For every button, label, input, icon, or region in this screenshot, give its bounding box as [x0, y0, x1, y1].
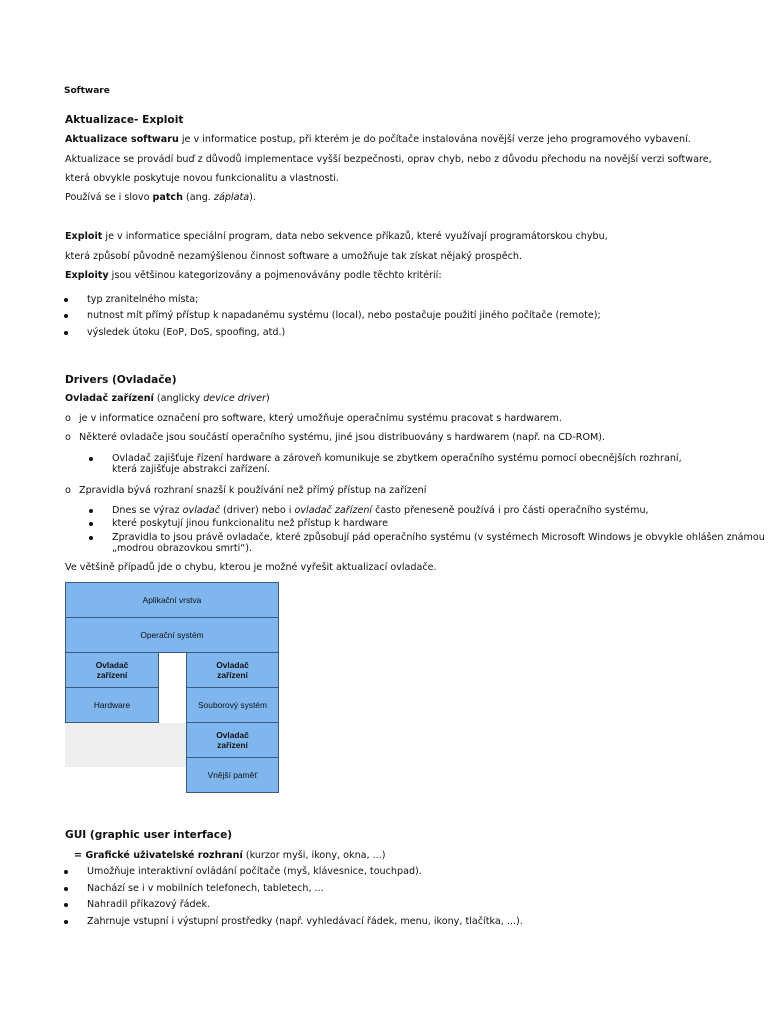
- paragraph-aktualizace-reasons: Aktualizace se provádí buď z důvodů implementace vyšší bezpečnosti, oprav chyb, nebo z důvodu přechodu na novější verzi software,: [65, 154, 712, 165]
- term-graficke-rozhrani: = Grafické uživatelské rozhraní: [74, 850, 243, 861]
- text: je v informatice speciální program, data nebo sekvence příkazů, které využívají programátorskou chybu,: [102, 231, 608, 242]
- bullet-icon: [64, 903, 68, 907]
- text: je v informatice postup, při kterém je do počítače instalována novější verze jeho programového vybavení.: [178, 134, 691, 145]
- list-item: které poskytují jinou funkcionalitu než přístup k hardware: [112, 518, 389, 529]
- section-heading-aktualizace: Aktualizace- Exploit: [65, 114, 184, 126]
- list-item: je v informatice označení pro software, který umožňuje operačnímu systému pracovat s hardwarem.: [79, 413, 562, 424]
- circle-bullet-icon: o: [65, 413, 71, 424]
- paragraph-aktualizace-definition: [65, 134, 691, 146]
- list-item: [112, 505, 649, 517]
- box-operating-system: Operační systém: [65, 617, 279, 653]
- list-item: Zpravidla to jsou právě ovladače, které způsobují pád operačního systému (v systémech Microsoft Windows je obvykle ohlášen známou: [112, 532, 765, 543]
- paragraph-aktualizace-functionality: která obvykle poskytuje novou funkcionalitu a vlastnosti.: [65, 173, 339, 184]
- term-zaplata: záplata: [213, 192, 250, 203]
- list-item: typ zranitelného místa;: [87, 294, 199, 305]
- circle-bullet-icon: o: [65, 485, 71, 496]
- paragraph-driver-conclusion: Ve většině případů jde o chybu, kterou je možné vyřešit aktualizací ovladače.: [65, 562, 437, 573]
- box-application-layer: Aplikační vrstva: [65, 582, 279, 618]
- text: ): [266, 393, 270, 404]
- list-item: Ovladač zajišťuje řízení hardware a zároveň komunikuje se zbytkem operačního systému pomocí obecnějších rozhraní,: [112, 453, 682, 464]
- list-item-continuation: „modrou obrazovkou smrti“).: [112, 543, 253, 554]
- section-heading-drivers: Drivers (Ovladače): [65, 374, 177, 386]
- box-filesystem: Souborový systém: [186, 687, 279, 723]
- list-item: Umožňuje interaktivní ovládání počítače (myš, klávesnice, touchpad).: [87, 866, 422, 877]
- list-item: nutnost mít přímý přístup k napadanému systému (local), nebo postačuje použití jiného počítače (remote);: [87, 310, 601, 321]
- text: jsou většinou kategorizovány a pojmenovávány podle těchto kritérií:: [108, 270, 442, 281]
- term-patch: patch: [152, 192, 183, 203]
- bullet-icon: [64, 920, 68, 924]
- bullet-icon: [89, 509, 93, 513]
- text: (kurzor myši, ikony, okna, ...): [242, 850, 386, 861]
- text: (ang.: [182, 192, 214, 203]
- section-heading-gui: GUI (graphic user interface): [65, 829, 233, 841]
- text: (anglicky: [153, 393, 204, 404]
- list-item: výsledek útoku (EoP, DoS, spoofing, atd.): [87, 327, 286, 338]
- paragraph-driver-definition: [65, 393, 270, 405]
- term-exploity: Exploity: [65, 270, 109, 281]
- bullet-icon: [64, 887, 68, 891]
- paragraph-gui-definition: [74, 850, 386, 862]
- text: (driver) nebo i: [219, 505, 295, 516]
- bullet-icon: [64, 870, 68, 874]
- text: často přeneseně používá i pro části operačního systému,: [372, 505, 649, 516]
- text: Používá se i slovo: [65, 192, 153, 203]
- list-item: Zahrnuje vstupní i výstupní prostředky (např. vyhledávací řádek, menu, ikony, tlačítka, ...).: [87, 916, 523, 927]
- diagram-background: [65, 723, 186, 767]
- term-device-driver: device driver: [203, 393, 267, 404]
- term-ovladac-zarizeni: ovladač zařízení: [294, 505, 373, 516]
- paragraph-patch: [65, 192, 256, 204]
- term-ovladac-zarizeni: Ovladač zařízení: [65, 393, 154, 404]
- text: Dnes se výraz: [112, 505, 183, 516]
- list-item: Nachází se i v mobilních telefonech, tabletech, ...: [87, 883, 324, 894]
- list-item: Zpravidla bývá rozhraní snazší k používání než přímý přístup na zařízení: [79, 485, 427, 496]
- term-exploit: Exploit: [65, 231, 103, 242]
- term-ovladac: ovladač: [182, 505, 220, 516]
- document-title: Software: [64, 86, 110, 96]
- box-device-driver-hardware: Ovladač zařízení: [65, 652, 159, 688]
- bullet-icon: [64, 298, 68, 302]
- bullet-icon: [64, 314, 68, 318]
- text: ).: [249, 192, 256, 203]
- bullet-icon: [64, 331, 68, 335]
- box-device-driver-storage: Ovladač zařízení: [186, 722, 279, 758]
- box-device-driver-filesystem: Ovladač zařízení: [186, 652, 279, 688]
- term-aktualizace-softwaru: Aktualizace softwaru: [65, 134, 179, 145]
- box-external-memory: Vnější paměť: [186, 757, 279, 793]
- bullet-icon: [89, 536, 93, 540]
- box-hardware: Hardware: [65, 687, 159, 723]
- bullet-icon: [89, 522, 93, 526]
- circle-bullet-icon: o: [65, 432, 71, 443]
- list-item: Některé ovladače jsou součástí operačního systému, jiné jsou distribuovány s hardwarem (např. na CD-ROM).: [79, 432, 606, 443]
- list-item: Nahradil příkazový řádek.: [87, 899, 211, 910]
- bullet-icon: [89, 457, 93, 461]
- paragraph-exploit-definition: [65, 231, 608, 243]
- paragraph-exploit-criteria: [65, 270, 442, 282]
- list-item-continuation: která zajišťuje abstrakci zařízení.: [112, 464, 271, 475]
- paragraph-exploit-effect: která způsobí původně nezamýšlenou činnost software a umožňuje tak získat nějaký prospěch.: [65, 251, 523, 262]
